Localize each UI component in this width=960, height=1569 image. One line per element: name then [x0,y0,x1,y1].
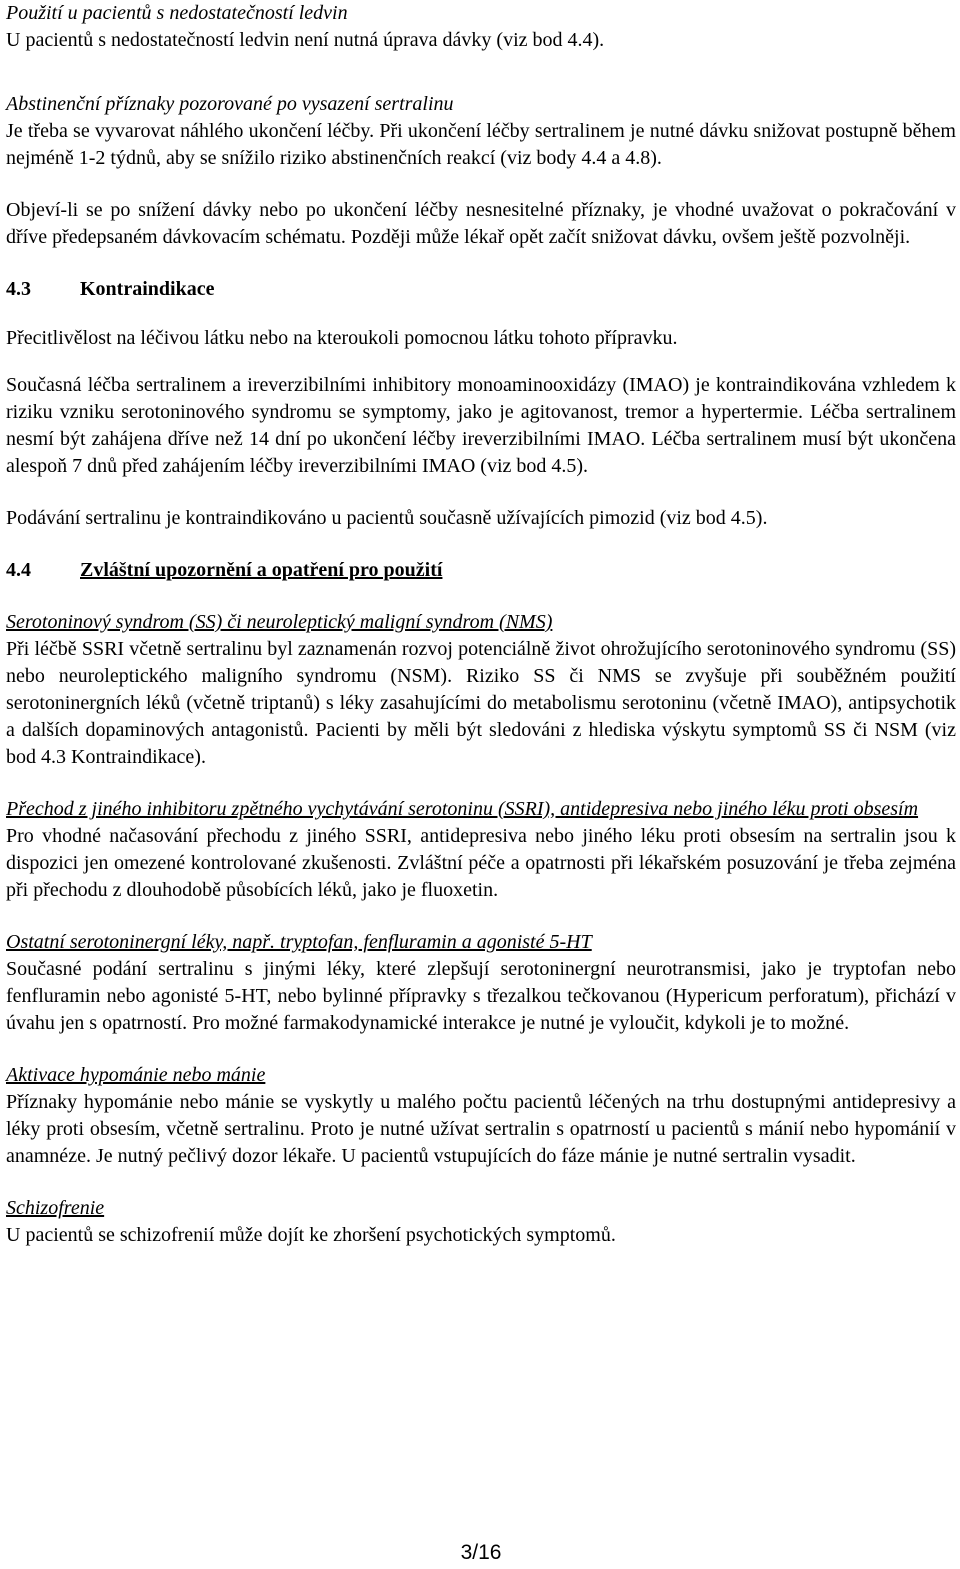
mania-subheading: Aktivace hypománie nebo mánie [6,1064,266,1086]
withdrawal-subheading: Abstinenční příznaky pozorované po vysazení sertralinu [6,93,454,115]
section-number: 4.4 [6,559,31,581]
ss-paragraph: Při léčbě SSRI včetně sertralinu byl zaznamenán rozvoj potenciálně život ohrožujícího serotoninového syndromu (SS) nebo neuroleptického maligního syndromu (NSM). Riziko SS či NMS se zvyšuje při souběžném použití serotoninergních léků (včetně triptanů) s léky zasahujícími do metabolismu serotoninu (včetně IMAO), antipsychotik a dalších dopaminových antagonistů. Pacienti by měli být sledováni z hlediska výskytu symptomů SS či NSM (viz bod 4.3 Kontraindikace). [6,638,956,768]
ss-subheading: Serotoninový syndrom (SS) či neuroleptický maligní syndrom (NMS) [6,611,553,633]
switch-paragraph: Pro vhodné načasování přechodu z jiného SSRI, antidepresiva nebo jiného léku proti obsesím na sertralin jsou k dispozici jen omezené kontrolované zkušenosti. Zvláštní péče a opatrnosti při lékařském posuzování je třeba zejména při přechodu z dlouhodobě působících léků, jako je fluoxetin. [6,825,956,901]
withdrawal-paragraph-2: Objeví-li se po snížení dávky nebo po ukončení léčby nesnesitelné příznaky, je vhodné uvažovat o pokračování v dříve předepsaném dávkovacím schématu. Později může lékař opět začít snižovat dávku, ovšem ještě pozvolněji. [6,199,956,248]
section-heading-warnings [6,557,956,584]
contraindications-paragraph-3: Podávání sertralinu je kontraindikováno u pacientů současně užívajících pimozid (viz bod 4.5). [6,507,768,529]
withdrawal-paragraph: Je třeba se vyvarovat náhlého ukončení léčby. Při ukončení léčby sertralinem je nutné dávku snižovat postupně během nejméně 1-2 týdnů, aby se snížilo riziko abstinenčních reakcí (viz body 4.4 a 4.8). [6,120,956,169]
page-number: 3/16 [460,1541,502,1564]
mania-paragraph: Příznaky hypománie nebo mánie se vyskytly u malého počtu pacientů léčených na trhu dostupnými antidepresivy a léky proti obsesím, včetně sertralinu. Proto je nutné užívat sertralin s opatrností u pacientů s mánií nebo hypománií v anamnéze. Je nutný pečlivý dozor lékaře. U pacientů vstupujících do fáze mánie je nutné sertralin vysadit. [6,1091,956,1167]
schizophrenia-subheading: Schizofrenie [6,1197,105,1219]
section-title: Kontraindikace [80,278,215,300]
contraindications-paragraph-1: Přecitlivělost na léčivou látku nebo na kteroukoli pomocnou látku tohoto přípravku. [6,327,678,349]
contraindications-paragraph-2: Současná léčba sertralinem a ireverzibilními inhibitory monoaminooxidázy (IMAO) je kontraindikována vzhledem k riziku vzniku serotoninového syndromu se symptomy, jako je agitovanost, tremor a hypertermie. Léčba sertralinem nesmí být zahájena dříve než 14 dní po ukončení léčby ireverzibilními IMAO. Léčba sertralinem musí být ukončena alespoň 7 dnů před zahájením léčby ireverzibilními IMAO (viz bod 4.5). [6,374,956,477]
section-title: Zvláštní upozornění a opatření pro použití [80,559,443,581]
page-footer [0,1540,960,1566]
other-serotonergic-paragraph: Současné podání sertralinu s jinými léky, které zlepšují serotoninergní neurotransmisi, jako je tryptofan nebo fenfluramin nebo agonisté 5-HT, nebo bylinné přípravky s třezalkou tečkovanou (Hypericum perforatum), přichází v úvahu jen s opatrností. Pro možné farmakodynamické interakce je nutné je vyloučit, kdykoli je to možné. [6,958,956,1034]
switch-subheading: Přechod z jiného inhibitoru zpětného vychytávání serotoninu (SSRI), antidepresiva nebo jiného léku proti obsesím [6,798,919,820]
schizophrenia-paragraph: U pacientů se schizofrenií může dojít ke zhoršení psychotických symptomů. [6,1224,616,1246]
document-page [6,0,956,1249]
renal-paragraph: U pacientů s nedostatečností ledvin není nutná úprava dávky (viz bod 4.4). [6,29,605,51]
other-serotonergic-subheading: Ostatní serotoninergní léky, např. tryptofan, fenfluramin a agonisté 5-HT [6,931,592,953]
section-heading-contraindications [6,276,956,303]
section-number: 4.3 [6,278,31,300]
renal-subheading: Použití u pacientů s nedostatečností ledvin [6,2,348,24]
